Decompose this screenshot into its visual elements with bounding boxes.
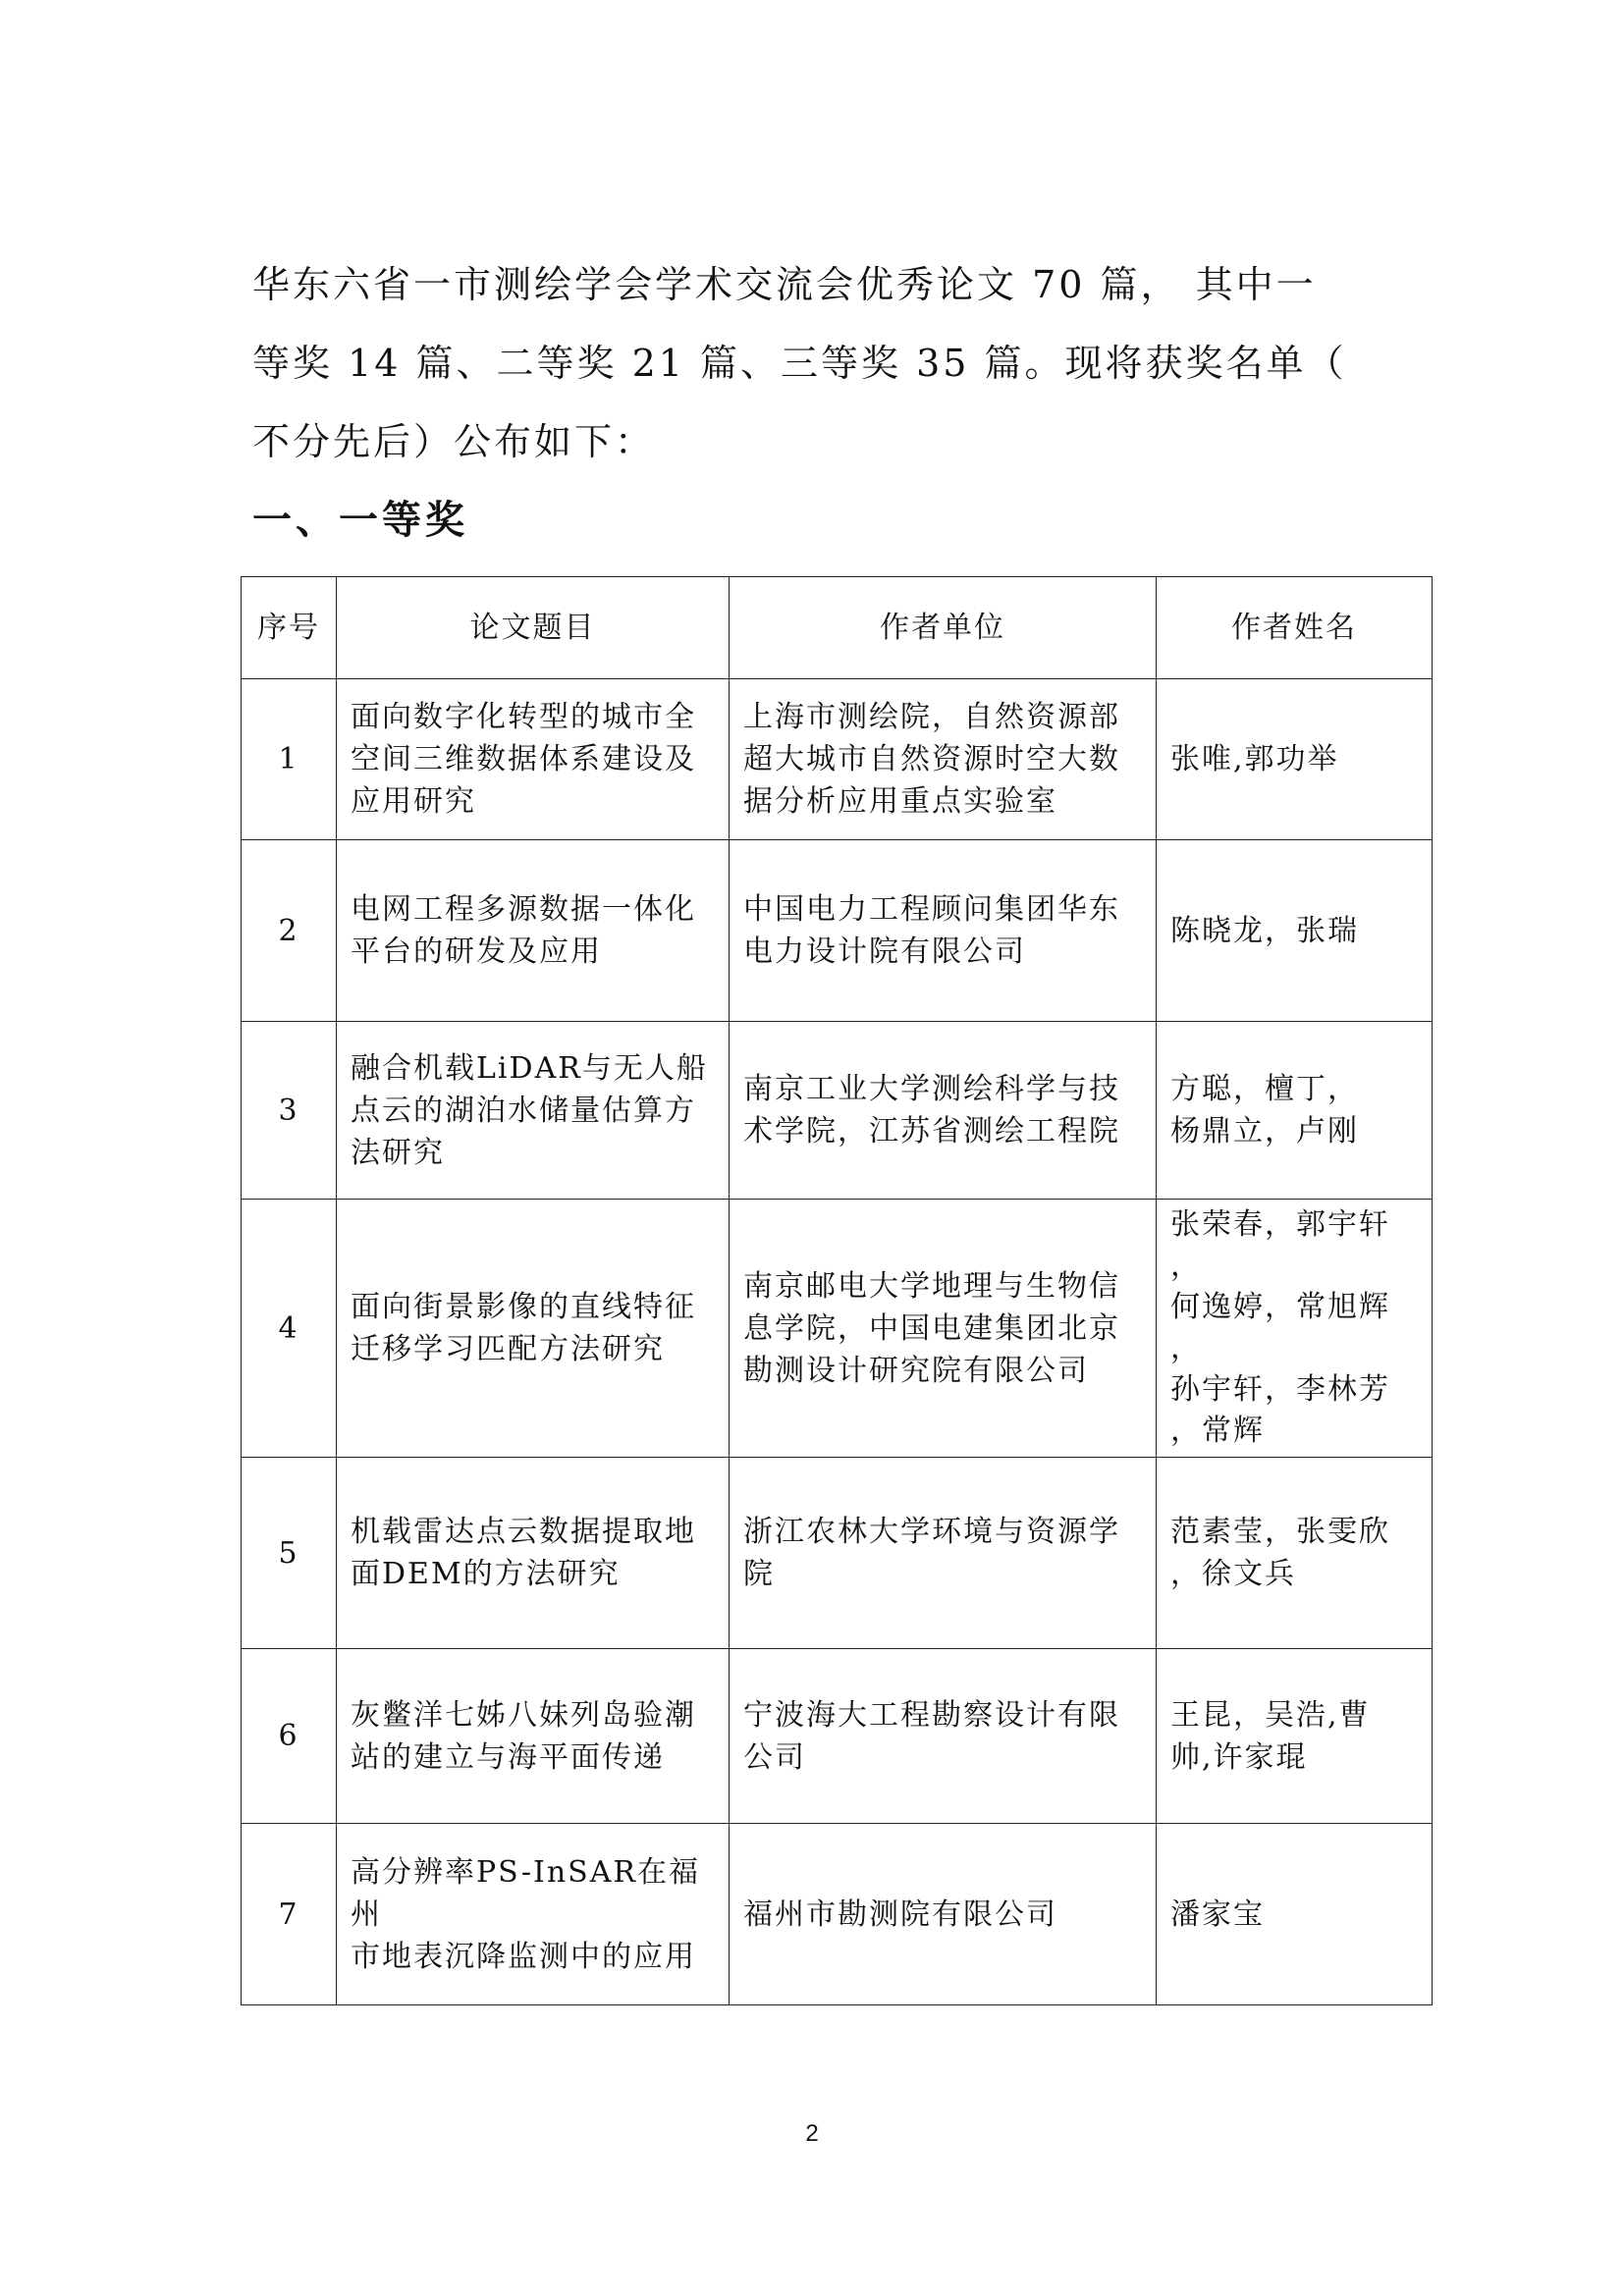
row-seq: 4 bbox=[242, 1200, 337, 1458]
row-seq: 7 bbox=[242, 1824, 337, 2005]
row-seq: 6 bbox=[242, 1649, 337, 1824]
table-row bbox=[242, 840, 1433, 1022]
row-title: 面向数字化转型的城市全 空间三维数据体系建设及 应用研究 bbox=[337, 679, 730, 840]
section-heading: 一、一等奖 bbox=[252, 498, 468, 543]
row-names: 张荣春，郭宇轩 ， 何逸婷，常旭辉 ， 孙宇轩，李林芳 ，常辉 bbox=[1157, 1200, 1433, 1458]
row-title: 融合机载LiDAR与无人船 点云的湖泊水储量估算方 法研究 bbox=[337, 1022, 730, 1200]
intro-paragraph bbox=[252, 245, 1372, 481]
row-names: 陈晓龙，张瑞 bbox=[1157, 840, 1433, 1022]
intro-line: 华东六省一市测绘学会学术交流会优秀论文 70 篇， 其中一 bbox=[252, 263, 1317, 306]
row-seq: 1 bbox=[242, 679, 337, 840]
row-seq: 2 bbox=[242, 840, 337, 1022]
column-header-title: 论文题目 bbox=[337, 577, 730, 679]
column-header-names: 作者姓名 bbox=[1157, 577, 1433, 679]
table-row bbox=[242, 679, 1433, 840]
row-unit: 上海市测绘院，自然资源部 超大城市自然资源时空大数 据分析应用重点实验室 bbox=[730, 679, 1157, 840]
row-names: 范素莹，张雯欣 ，徐文兵 bbox=[1157, 1458, 1433, 1649]
row-title: 高分辨率PS-InSAR在福州 市地表沉降监测中的应用 bbox=[337, 1824, 730, 2005]
table-row bbox=[242, 1022, 1433, 1200]
row-title: 电网工程多源数据一体化 平台的研发及应用 bbox=[337, 840, 730, 1022]
first-prize-table bbox=[241, 576, 1433, 2005]
row-seq: 3 bbox=[242, 1022, 337, 1200]
table-header-row bbox=[242, 577, 1433, 679]
row-unit: 中国电力工程顾问集团华东 电力设计院有限公司 bbox=[730, 840, 1157, 1022]
row-unit: 南京邮电大学地理与生物信 息学院，中国电建集团北京 勘测设计研究院有限公司 bbox=[730, 1200, 1157, 1458]
row-title: 灰鳖洋七姊八妹列岛验潮 站的建立与海平面传递 bbox=[337, 1649, 730, 1824]
row-unit: 宁波海大工程勘察设计有限 公司 bbox=[730, 1649, 1157, 1824]
row-seq: 5 bbox=[242, 1458, 337, 1649]
column-header-unit: 作者单位 bbox=[730, 577, 1157, 679]
table-row bbox=[242, 1458, 1433, 1649]
row-names: 张唯,郭功举 bbox=[1157, 679, 1433, 840]
row-names: 王昆，吴浩,曹 帅,许家琨 bbox=[1157, 1649, 1433, 1824]
row-names: 方聪，檀丁， 杨鼎立，卢刚 bbox=[1157, 1022, 1433, 1200]
table-row bbox=[242, 1200, 1433, 1458]
intro-line: 不分先后）公布如下： bbox=[252, 420, 656, 463]
row-unit: 福州市勘测院有限公司 bbox=[730, 1824, 1157, 2005]
row-unit: 南京工业大学测绘科学与技 术学院，江苏省测绘工程院 bbox=[730, 1022, 1157, 1200]
table-row bbox=[242, 1649, 1433, 1824]
page-number: 2 bbox=[805, 2120, 819, 2147]
column-header-seq: 序号 bbox=[242, 577, 337, 679]
row-title: 面向街景影像的直线特征 迁移学习匹配方法研究 bbox=[337, 1200, 730, 1458]
row-title: 机载雷达点云数据提取地 面DEM的方法研究 bbox=[337, 1458, 730, 1649]
row-unit: 浙江农林大学环境与资源学 院 bbox=[730, 1458, 1157, 1649]
intro-line: 等奖 14 篇、二等奖 21 篇、三等奖 35 篇。现将获奖名单（ bbox=[252, 342, 1347, 385]
table-row bbox=[242, 1824, 1433, 2005]
row-names: 潘家宝 bbox=[1157, 1824, 1433, 2005]
